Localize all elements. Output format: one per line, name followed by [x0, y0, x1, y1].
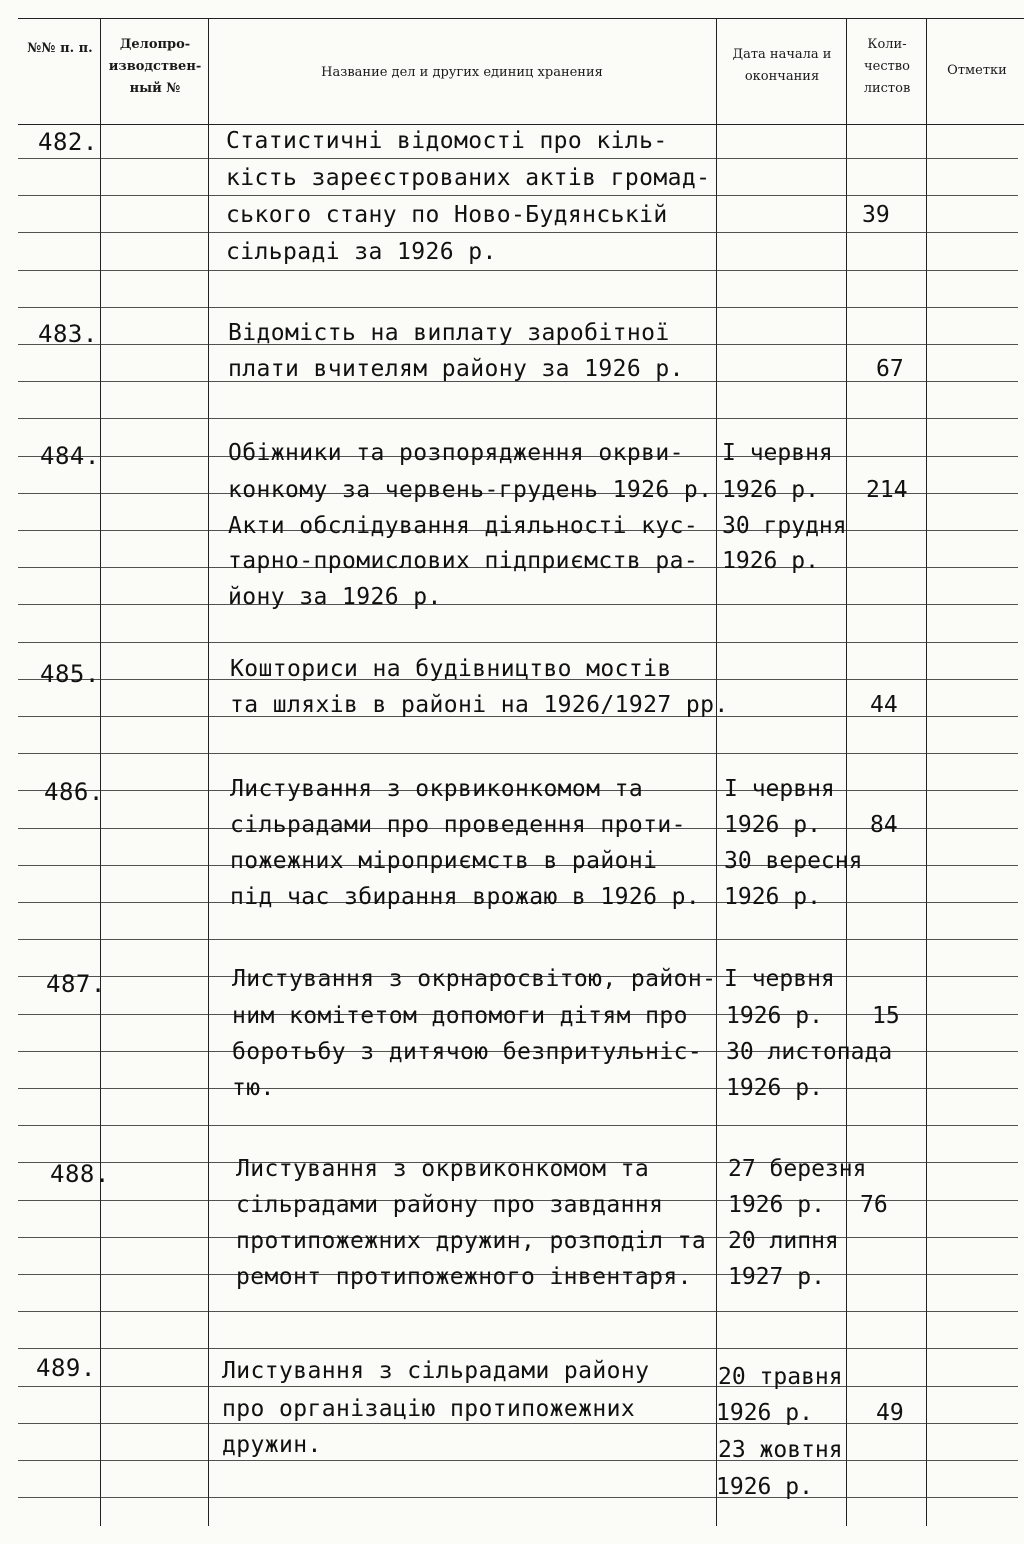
date-range-line: 27 березня: [728, 1156, 867, 1182]
row-number: 483.: [38, 320, 98, 348]
date-range-line: 1926 р.: [716, 1474, 813, 1500]
ruled-line: [18, 158, 1018, 159]
col-divider: [100, 18, 101, 1526]
entry-title-line: ремонт протипожежного інвентаря.: [236, 1264, 692, 1290]
row-number: 484.: [40, 442, 100, 470]
entry-title-line: Обіжники та розпорядження окрви-: [228, 440, 684, 466]
date-range-line: I червня: [724, 776, 835, 802]
header-top-rule: [18, 18, 1024, 19]
entry-title-line: тю.: [232, 1075, 275, 1101]
entry-title-line: Листування з окрвиконкомом та: [236, 1156, 650, 1182]
ruled-line: [18, 1497, 1018, 1498]
date-range-line: 1926 р.: [726, 1003, 823, 1029]
row-number: 486.: [44, 778, 104, 806]
ruled-line: [18, 418, 1018, 419]
ruled-line: [18, 1423, 1018, 1424]
ruled-line: [18, 270, 1018, 271]
entry-title-line: Кошториси на будівництво мостів: [230, 656, 672, 682]
header-col-notes: Отметки: [947, 63, 1007, 78]
header-bottom-rule: [18, 124, 1024, 125]
entry-title-line: сільрадами про проведення проти-: [230, 812, 686, 838]
ruled-line: [18, 232, 1018, 233]
ruled-line: [18, 939, 1018, 940]
ruled-line: [18, 307, 1018, 308]
ruled-line: [18, 1088, 1018, 1089]
entry-title-line: сільрадами району про завдання: [236, 1192, 664, 1218]
entry-title-line: Листування з окрнаросвітою, район-: [232, 966, 717, 992]
sheet-count: 84: [870, 812, 898, 838]
ruled-line: [18, 1125, 1018, 1126]
entry-title-line: пожежних міроприємств в районі: [230, 848, 658, 874]
entry-title-line: дружин.: [222, 1432, 322, 1458]
ruled-line: [18, 1386, 1018, 1387]
date-range-line: 20 травня: [718, 1364, 843, 1390]
row-number: 482.: [38, 128, 98, 156]
sheet-count: 44: [870, 692, 898, 718]
header-col-count: Коли- чество листов: [863, 37, 911, 96]
ruled-line: [18, 642, 1018, 643]
entry-title-line: ського стану по Ново-Будянській: [226, 202, 668, 228]
entry-title-line: ним комітетом допомоги дітям про: [232, 1003, 688, 1029]
entry-title-line: протипожежних дружин, розподіл та: [236, 1228, 707, 1254]
date-range-line: 1926 р.: [722, 548, 819, 574]
date-range-line: I червня: [722, 440, 833, 466]
entry-title-line: Відомість на виплату заробітної: [228, 320, 670, 346]
header-col-no: №№ п. п.: [27, 41, 93, 56]
sheet-count: 76: [860, 1192, 888, 1218]
col-divider: [208, 18, 209, 1526]
date-range-line: I червня: [724, 966, 835, 992]
date-range-line: 30 грудня: [722, 513, 847, 539]
date-range-line: 23 жовтня: [718, 1437, 843, 1463]
header-col-title: Название дел и других единиц хранения: [321, 65, 603, 80]
row-number: 488.: [50, 1160, 110, 1188]
sheet-count: 214: [866, 477, 908, 503]
row-number: 485.: [40, 660, 100, 688]
ruled-line: [18, 604, 1018, 605]
col-divider: [716, 18, 717, 1526]
date-range-line: 1927 р.: [728, 1264, 825, 1290]
ruled-line: [18, 1460, 1018, 1461]
entry-title-line: Листування з окрвиконкомом та: [230, 776, 644, 802]
entry-title-line: Листування з сільрадами району: [222, 1358, 650, 1384]
sheet-count: 49: [876, 1400, 904, 1426]
entry-title-line: тарно-промислових підприємств ра-: [228, 548, 699, 574]
col-divider: [926, 18, 927, 1526]
date-range-line: 1926 р.: [716, 1400, 813, 1426]
header-col-dates: Дата начала и окончания: [732, 47, 832, 84]
date-range-line: 20 липня: [728, 1228, 839, 1254]
entry-title-line: та шляхів в районі на 1926/1927 рр.: [230, 692, 729, 718]
entry-title-line: про організацію протипожежних: [222, 1396, 636, 1422]
date-range-line: 1926 р.: [722, 477, 819, 503]
row-number: 487.: [46, 970, 106, 998]
col-divider: [846, 18, 847, 1526]
ruled-line: [18, 1311, 1018, 1312]
date-range-line: 30 листопада: [726, 1039, 893, 1065]
date-range-line: 1926 р.: [726, 1075, 823, 1101]
date-range-line: 1926 р.: [724, 812, 821, 838]
entry-title-line: конкому за червень-грудень 1926 р.: [228, 477, 713, 503]
date-range-line: 1926 р.: [724, 884, 821, 910]
entry-title-line: боротьбу з дитячою безпритульніс-: [232, 1039, 703, 1065]
sheet-count: 15: [872, 1003, 900, 1029]
entry-title-line: під час збирання врожаю в 1926 р.: [230, 884, 701, 910]
entry-title-line: Статистичні відомості про кіль-: [226, 128, 668, 154]
ruled-line: [18, 195, 1018, 196]
entry-title-line: сільраді за 1926 р.: [226, 239, 497, 265]
row-number: 489.: [36, 1354, 96, 1382]
entry-title-line: кість зареєстрованих актів громад-: [226, 165, 711, 191]
sheet-count: 67: [876, 356, 904, 382]
entry-title-line: йону за 1926 р.: [228, 584, 442, 610]
ruled-line: [18, 1348, 1018, 1349]
sheet-count: 39: [862, 202, 890, 228]
ruled-line: [18, 753, 1018, 754]
date-range-line: 1926 р.: [728, 1192, 825, 1218]
header-col-office: Делопро- изводствен- ный №: [108, 37, 202, 96]
entry-title-line: плати вчителям району за 1926 р.: [228, 356, 684, 382]
entry-title-line: Акти обслідування діяльності кус-: [228, 513, 699, 539]
date-range-line: 30 вересня: [724, 848, 863, 874]
